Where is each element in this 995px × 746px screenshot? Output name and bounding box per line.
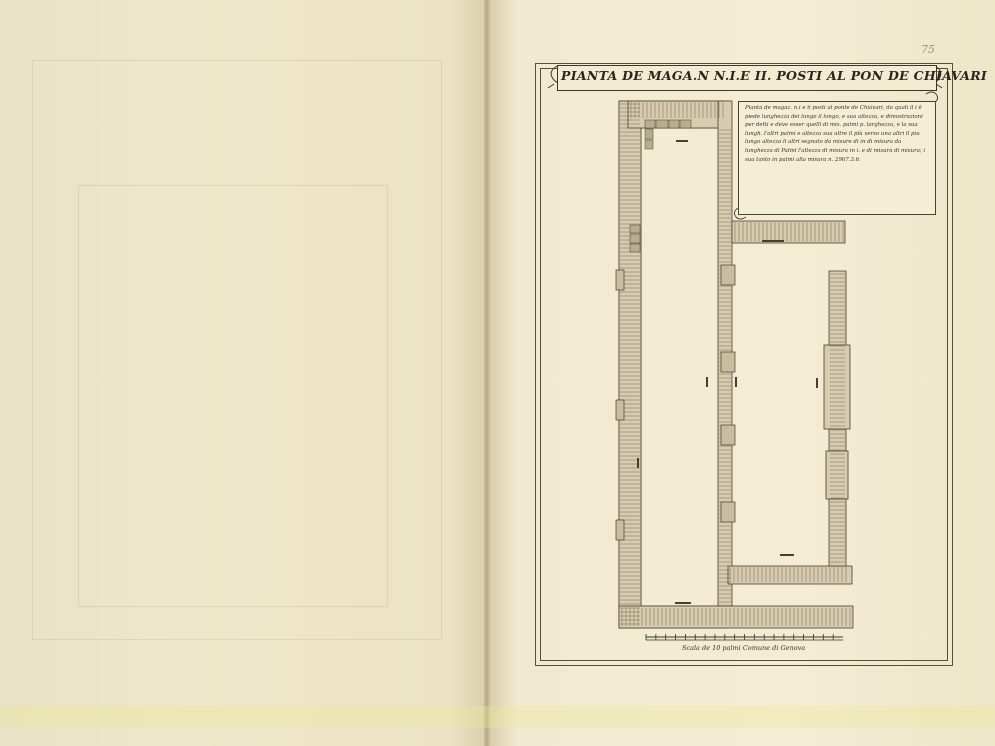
scale-bar: [646, 634, 843, 640]
legend-text: Pianta de magaz. n.i e ii posti al ponte de Chiavari, da quali il i è piede lunghezza dei lungo il longo, e sua altezza, e dimostrazioni per detti e deve esser quelli di mis. palmi p. larghezza, e la sua lungh. l'altri palmi e altezza sua altre il più verso una altri il piu lungo altezza li altri segnato da misure di in di misura da lunghezza di Palmi l'altezza di misura in i. e di misura di misura; i sua tanto in palmi alla misura n. 2967.3.6.: [745, 105, 926, 163]
scale-caption: Scala de 10 palmi Comune di Genova: [682, 644, 806, 652]
folio-number: 75: [921, 43, 935, 56]
plate-title: PIANTA DE MAGA.N N.I.E II. POSTI AL PON DE CHIAVARI: [561, 68, 988, 83]
